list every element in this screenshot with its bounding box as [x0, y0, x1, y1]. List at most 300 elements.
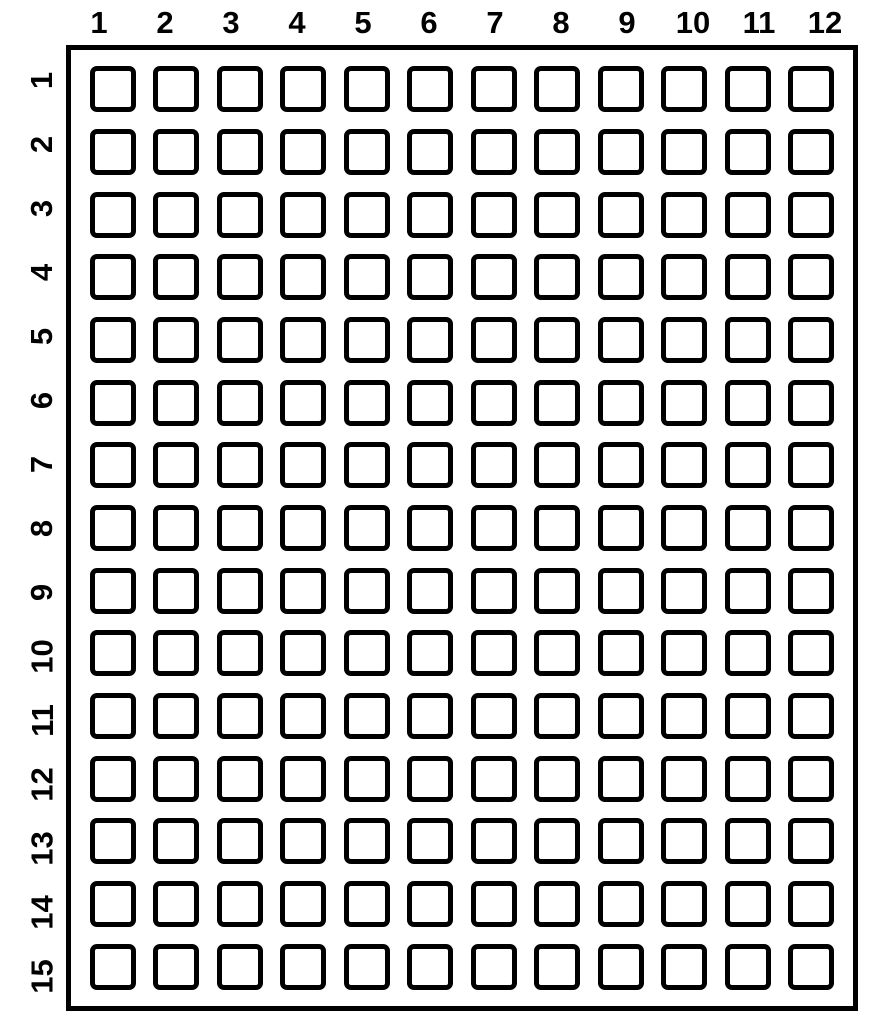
well-R7C4[interactable]: [280, 442, 326, 488]
well-cell[interactable]: [589, 58, 653, 121]
well-R9C7[interactable]: [471, 568, 517, 614]
well-cell[interactable]: [145, 810, 209, 873]
well-cell[interactable]: [653, 935, 717, 998]
well-cell[interactable]: [589, 497, 653, 560]
well-R3C8[interactable]: [534, 192, 580, 238]
well-cell[interactable]: [399, 183, 463, 246]
well-cell[interactable]: [272, 246, 336, 309]
well-cell[interactable]: [653, 371, 717, 434]
well-R14C11[interactable]: [725, 881, 771, 927]
well-cell[interactable]: [780, 121, 844, 184]
well-cell[interactable]: [145, 873, 209, 936]
well-cell[interactable]: [81, 371, 145, 434]
well-cell[interactable]: [81, 309, 145, 372]
well-R5C4[interactable]: [280, 317, 326, 363]
well-R8C4[interactable]: [280, 505, 326, 551]
well-R13C7[interactable]: [471, 818, 517, 864]
well-R1C8[interactable]: [534, 66, 580, 112]
well-R1C4[interactable]: [280, 66, 326, 112]
well-cell[interactable]: [145, 371, 209, 434]
well-R5C11[interactable]: [725, 317, 771, 363]
well-cell[interactable]: [653, 810, 717, 873]
well-cell[interactable]: [208, 434, 272, 497]
well-cell[interactable]: [81, 685, 145, 748]
well-cell[interactable]: [272, 935, 336, 998]
well-R12C6[interactable]: [407, 756, 453, 802]
well-R6C1[interactable]: [90, 380, 136, 426]
well-cell[interactable]: [81, 873, 145, 936]
well-cell[interactable]: [335, 309, 399, 372]
well-cell[interactable]: [81, 747, 145, 810]
well-R11C5[interactable]: [344, 693, 390, 739]
well-cell[interactable]: [780, 371, 844, 434]
well-R13C1[interactable]: [90, 818, 136, 864]
well-cell[interactable]: [716, 434, 780, 497]
well-R3C5[interactable]: [344, 192, 390, 238]
well-R5C7[interactable]: [471, 317, 517, 363]
well-cell[interactable]: [208, 873, 272, 936]
well-cell[interactable]: [272, 309, 336, 372]
well-cell[interactable]: [526, 685, 590, 748]
well-R12C2[interactable]: [153, 756, 199, 802]
well-R13C5[interactable]: [344, 818, 390, 864]
well-R7C1[interactable]: [90, 442, 136, 488]
well-R13C9[interactable]: [598, 818, 644, 864]
well-R14C7[interactable]: [471, 881, 517, 927]
well-cell[interactable]: [653, 622, 717, 685]
well-cell[interactable]: [81, 434, 145, 497]
well-R6C8[interactable]: [534, 380, 580, 426]
well-cell[interactable]: [716, 747, 780, 810]
well-R9C3[interactable]: [217, 568, 263, 614]
well-R7C10[interactable]: [661, 442, 707, 488]
well-cell[interactable]: [335, 246, 399, 309]
well-R4C12[interactable]: [788, 254, 834, 300]
well-R11C2[interactable]: [153, 693, 199, 739]
well-cell[interactable]: [462, 622, 526, 685]
well-cell[interactable]: [526, 371, 590, 434]
well-cell[interactable]: [462, 873, 526, 936]
well-cell[interactable]: [208, 622, 272, 685]
well-R12C12[interactable]: [788, 756, 834, 802]
well-cell[interactable]: [208, 58, 272, 121]
well-cell[interactable]: [462, 309, 526, 372]
well-R5C1[interactable]: [90, 317, 136, 363]
well-cell[interactable]: [208, 121, 272, 184]
well-R10C8[interactable]: [534, 630, 580, 676]
well-cell[interactable]: [272, 121, 336, 184]
well-cell[interactable]: [589, 559, 653, 622]
well-cell[interactable]: [462, 371, 526, 434]
well-cell[interactable]: [462, 559, 526, 622]
well-cell[interactable]: [335, 810, 399, 873]
well-R13C6[interactable]: [407, 818, 453, 864]
well-R2C5[interactable]: [344, 129, 390, 175]
well-R9C5[interactable]: [344, 568, 390, 614]
well-R15C10[interactable]: [661, 944, 707, 990]
well-R7C11[interactable]: [725, 442, 771, 488]
well-cell[interactable]: [399, 121, 463, 184]
well-R8C6[interactable]: [407, 505, 453, 551]
well-cell[interactable]: [716, 371, 780, 434]
well-R9C9[interactable]: [598, 568, 644, 614]
well-R4C8[interactable]: [534, 254, 580, 300]
well-R7C2[interactable]: [153, 442, 199, 488]
well-R6C4[interactable]: [280, 380, 326, 426]
well-cell[interactable]: [589, 309, 653, 372]
well-cell[interactable]: [272, 747, 336, 810]
well-cell[interactable]: [399, 810, 463, 873]
well-R15C1[interactable]: [90, 944, 136, 990]
well-cell[interactable]: [272, 622, 336, 685]
well-cell[interactable]: [716, 685, 780, 748]
well-cell[interactable]: [780, 810, 844, 873]
well-cell[interactable]: [526, 622, 590, 685]
well-cell[interactable]: [145, 747, 209, 810]
well-R11C10[interactable]: [661, 693, 707, 739]
well-R11C11[interactable]: [725, 693, 771, 739]
well-cell[interactable]: [589, 434, 653, 497]
well-R3C1[interactable]: [90, 192, 136, 238]
well-R10C6[interactable]: [407, 630, 453, 676]
well-cell[interactable]: [81, 622, 145, 685]
well-R10C1[interactable]: [90, 630, 136, 676]
well-R10C12[interactable]: [788, 630, 834, 676]
well-cell[interactable]: [208, 183, 272, 246]
well-R8C2[interactable]: [153, 505, 199, 551]
well-cell[interactable]: [653, 434, 717, 497]
well-R7C8[interactable]: [534, 442, 580, 488]
well-cell[interactable]: [208, 935, 272, 998]
well-cell[interactable]: [716, 246, 780, 309]
well-R9C11[interactable]: [725, 568, 771, 614]
well-R14C12[interactable]: [788, 881, 834, 927]
well-R6C2[interactable]: [153, 380, 199, 426]
well-cell[interactable]: [780, 685, 844, 748]
well-cell[interactable]: [145, 183, 209, 246]
well-cell[interactable]: [780, 622, 844, 685]
well-cell[interactable]: [589, 622, 653, 685]
well-cell[interactable]: [208, 685, 272, 748]
well-cell[interactable]: [81, 183, 145, 246]
well-cell[interactable]: [526, 58, 590, 121]
well-R4C11[interactable]: [725, 254, 771, 300]
well-cell[interactable]: [780, 309, 844, 372]
well-cell[interactable]: [780, 497, 844, 560]
well-R1C1[interactable]: [90, 66, 136, 112]
well-cell[interactable]: [716, 309, 780, 372]
well-R9C1[interactable]: [90, 568, 136, 614]
well-cell[interactable]: [335, 747, 399, 810]
well-R4C3[interactable]: [217, 254, 263, 300]
well-cell[interactable]: [716, 935, 780, 998]
well-R7C12[interactable]: [788, 442, 834, 488]
well-cell[interactable]: [399, 622, 463, 685]
well-R2C7[interactable]: [471, 129, 517, 175]
well-cell[interactable]: [526, 309, 590, 372]
well-cell[interactable]: [780, 747, 844, 810]
well-cell[interactable]: [145, 58, 209, 121]
well-R12C11[interactable]: [725, 756, 771, 802]
well-R1C6[interactable]: [407, 66, 453, 112]
well-cell[interactable]: [526, 183, 590, 246]
well-R14C4[interactable]: [280, 881, 326, 927]
well-R5C10[interactable]: [661, 317, 707, 363]
well-R15C8[interactable]: [534, 944, 580, 990]
well-cell[interactable]: [716, 622, 780, 685]
well-R1C5[interactable]: [344, 66, 390, 112]
well-R5C5[interactable]: [344, 317, 390, 363]
well-R15C12[interactable]: [788, 944, 834, 990]
well-cell[interactable]: [780, 935, 844, 998]
well-R12C7[interactable]: [471, 756, 517, 802]
well-cell[interactable]: [272, 559, 336, 622]
well-R3C4[interactable]: [280, 192, 326, 238]
well-cell[interactable]: [780, 873, 844, 936]
well-cell[interactable]: [526, 935, 590, 998]
well-R13C12[interactable]: [788, 818, 834, 864]
well-R7C3[interactable]: [217, 442, 263, 488]
well-cell[interactable]: [716, 873, 780, 936]
well-R15C11[interactable]: [725, 944, 771, 990]
well-cell[interactable]: [653, 685, 717, 748]
well-cell[interactable]: [399, 497, 463, 560]
well-R5C8[interactable]: [534, 317, 580, 363]
well-cell[interactable]: [208, 309, 272, 372]
well-cell[interactable]: [526, 873, 590, 936]
well-R5C3[interactable]: [217, 317, 263, 363]
well-R1C10[interactable]: [661, 66, 707, 112]
well-R8C7[interactable]: [471, 505, 517, 551]
well-R5C9[interactable]: [598, 317, 644, 363]
well-cell[interactable]: [81, 935, 145, 998]
well-R11C3[interactable]: [217, 693, 263, 739]
well-cell[interactable]: [399, 309, 463, 372]
well-cell[interactable]: [716, 559, 780, 622]
well-R3C10[interactable]: [661, 192, 707, 238]
well-cell[interactable]: [653, 309, 717, 372]
well-R6C11[interactable]: [725, 380, 771, 426]
well-cell[interactable]: [526, 559, 590, 622]
well-R10C4[interactable]: [280, 630, 326, 676]
well-cell[interactable]: [589, 371, 653, 434]
well-cell[interactable]: [399, 246, 463, 309]
well-R12C8[interactable]: [534, 756, 580, 802]
well-cell[interactable]: [780, 559, 844, 622]
well-cell[interactable]: [399, 434, 463, 497]
well-R13C2[interactable]: [153, 818, 199, 864]
well-R11C4[interactable]: [280, 693, 326, 739]
well-R1C2[interactable]: [153, 66, 199, 112]
well-R2C2[interactable]: [153, 129, 199, 175]
well-R11C12[interactable]: [788, 693, 834, 739]
well-R13C10[interactable]: [661, 818, 707, 864]
well-cell[interactable]: [208, 559, 272, 622]
well-cell[interactable]: [716, 121, 780, 184]
well-R4C4[interactable]: [280, 254, 326, 300]
well-cell[interactable]: [526, 497, 590, 560]
well-R10C2[interactable]: [153, 630, 199, 676]
well-cell[interactable]: [81, 58, 145, 121]
well-cell[interactable]: [335, 497, 399, 560]
well-R3C9[interactable]: [598, 192, 644, 238]
well-R11C7[interactable]: [471, 693, 517, 739]
well-cell[interactable]: [716, 58, 780, 121]
well-R10C9[interactable]: [598, 630, 644, 676]
well-cell[interactable]: [145, 685, 209, 748]
well-R3C6[interactable]: [407, 192, 453, 238]
well-cell[interactable]: [272, 434, 336, 497]
well-R10C3[interactable]: [217, 630, 263, 676]
well-cell[interactable]: [208, 497, 272, 560]
well-R6C12[interactable]: [788, 380, 834, 426]
well-R11C1[interactable]: [90, 693, 136, 739]
well-cell[interactable]: [272, 497, 336, 560]
well-cell[interactable]: [399, 371, 463, 434]
well-cell[interactable]: [335, 58, 399, 121]
well-cell[interactable]: [272, 685, 336, 748]
well-R12C5[interactable]: [344, 756, 390, 802]
well-R15C6[interactable]: [407, 944, 453, 990]
well-R14C6[interactable]: [407, 881, 453, 927]
well-cell[interactable]: [81, 559, 145, 622]
well-R8C3[interactable]: [217, 505, 263, 551]
well-cell[interactable]: [462, 121, 526, 184]
well-cell[interactable]: [716, 183, 780, 246]
well-R4C1[interactable]: [90, 254, 136, 300]
well-R14C1[interactable]: [90, 881, 136, 927]
well-R2C8[interactable]: [534, 129, 580, 175]
well-R1C12[interactable]: [788, 66, 834, 112]
well-cell[interactable]: [335, 371, 399, 434]
well-R2C12[interactable]: [788, 129, 834, 175]
well-R3C3[interactable]: [217, 192, 263, 238]
well-R14C3[interactable]: [217, 881, 263, 927]
well-R8C5[interactable]: [344, 505, 390, 551]
well-R2C3[interactable]: [217, 129, 263, 175]
well-R8C1[interactable]: [90, 505, 136, 551]
well-R14C5[interactable]: [344, 881, 390, 927]
well-cell[interactable]: [399, 873, 463, 936]
well-cell[interactable]: [272, 873, 336, 936]
well-R10C7[interactable]: [471, 630, 517, 676]
well-cell[interactable]: [81, 810, 145, 873]
well-R3C11[interactable]: [725, 192, 771, 238]
well-cell[interactable]: [589, 810, 653, 873]
well-cell[interactable]: [780, 58, 844, 121]
well-R6C7[interactable]: [471, 380, 517, 426]
well-R8C8[interactable]: [534, 505, 580, 551]
well-R9C12[interactable]: [788, 568, 834, 614]
well-cell[interactable]: [780, 434, 844, 497]
well-R2C11[interactable]: [725, 129, 771, 175]
well-cell[interactable]: [462, 935, 526, 998]
well-R1C9[interactable]: [598, 66, 644, 112]
well-R5C2[interactable]: [153, 317, 199, 363]
well-cell[interactable]: [399, 58, 463, 121]
well-cell[interactable]: [589, 873, 653, 936]
well-cell[interactable]: [272, 183, 336, 246]
well-R11C9[interactable]: [598, 693, 644, 739]
well-R4C6[interactable]: [407, 254, 453, 300]
well-cell[interactable]: [335, 685, 399, 748]
well-cell[interactable]: [653, 747, 717, 810]
well-R2C4[interactable]: [280, 129, 326, 175]
well-cell[interactable]: [462, 810, 526, 873]
well-R2C6[interactable]: [407, 129, 453, 175]
well-cell[interactable]: [399, 935, 463, 998]
well-R13C4[interactable]: [280, 818, 326, 864]
well-R3C2[interactable]: [153, 192, 199, 238]
well-R1C7[interactable]: [471, 66, 517, 112]
well-cell[interactable]: [272, 58, 336, 121]
well-R4C9[interactable]: [598, 254, 644, 300]
well-cell[interactable]: [145, 497, 209, 560]
well-R13C8[interactable]: [534, 818, 580, 864]
well-cell[interactable]: [272, 810, 336, 873]
well-R13C11[interactable]: [725, 818, 771, 864]
well-cell[interactable]: [335, 183, 399, 246]
well-R15C5[interactable]: [344, 944, 390, 990]
well-R14C2[interactable]: [153, 881, 199, 927]
well-cell[interactable]: [589, 685, 653, 748]
well-cell[interactable]: [145, 309, 209, 372]
well-R2C9[interactable]: [598, 129, 644, 175]
well-cell[interactable]: [145, 121, 209, 184]
well-R2C1[interactable]: [90, 129, 136, 175]
well-cell[interactable]: [526, 121, 590, 184]
well-cell[interactable]: [208, 371, 272, 434]
well-cell[interactable]: [208, 747, 272, 810]
well-R4C2[interactable]: [153, 254, 199, 300]
well-R4C7[interactable]: [471, 254, 517, 300]
well-cell[interactable]: [653, 873, 717, 936]
well-cell[interactable]: [653, 183, 717, 246]
well-R4C5[interactable]: [344, 254, 390, 300]
well-cell[interactable]: [526, 246, 590, 309]
well-R11C6[interactable]: [407, 693, 453, 739]
well-R3C7[interactable]: [471, 192, 517, 238]
well-cell[interactable]: [399, 747, 463, 810]
well-R5C12[interactable]: [788, 317, 834, 363]
well-R12C10[interactable]: [661, 756, 707, 802]
well-cell[interactable]: [399, 685, 463, 748]
well-cell[interactable]: [335, 935, 399, 998]
well-R15C7[interactable]: [471, 944, 517, 990]
well-cell[interactable]: [589, 121, 653, 184]
well-cell[interactable]: [526, 810, 590, 873]
well-R15C9[interactable]: [598, 944, 644, 990]
well-R6C5[interactable]: [344, 380, 390, 426]
well-R9C10[interactable]: [661, 568, 707, 614]
well-cell[interactable]: [81, 246, 145, 309]
well-cell[interactable]: [716, 810, 780, 873]
well-cell[interactable]: [335, 622, 399, 685]
well-cell[interactable]: [335, 121, 399, 184]
well-R8C12[interactable]: [788, 505, 834, 551]
well-R14C8[interactable]: [534, 881, 580, 927]
well-cell[interactable]: [589, 935, 653, 998]
well-cell[interactable]: [145, 246, 209, 309]
well-cell[interactable]: [335, 559, 399, 622]
well-cell[interactable]: [716, 497, 780, 560]
well-cell[interactable]: [335, 873, 399, 936]
well-R5C6[interactable]: [407, 317, 453, 363]
well-cell[interactable]: [462, 747, 526, 810]
well-R6C3[interactable]: [217, 380, 263, 426]
well-R9C4[interactable]: [280, 568, 326, 614]
well-R4C10[interactable]: [661, 254, 707, 300]
